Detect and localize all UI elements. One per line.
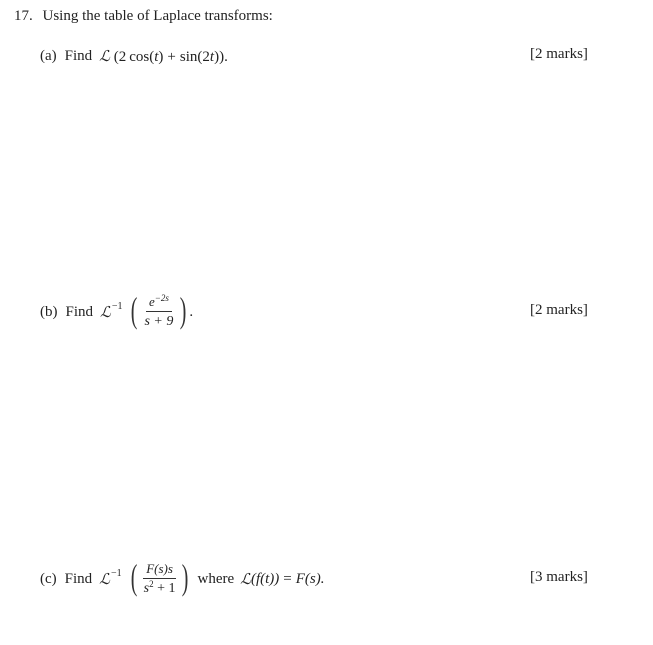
big-paren-open: (	[131, 290, 138, 330]
part-c-marks: [3 marks]	[530, 569, 588, 585]
laplace-operator: ℒ	[100, 303, 111, 321]
denominator-rest: + 1	[153, 580, 176, 596]
question-number: 17.	[14, 8, 33, 24]
inverse-superscript: −1	[111, 300, 123, 312]
paren: (2	[197, 48, 210, 65]
part-b-find: Find	[65, 303, 94, 320]
fraction	[141, 292, 176, 330]
condition-lhs: (f(t))	[250, 570, 280, 587]
fraction-denominator	[141, 579, 179, 596]
part-a-label: (a)	[40, 47, 57, 64]
laplace-operator: ℒ	[99, 570, 110, 588]
question-header	[14, 8, 273, 25]
exp-base: e	[148, 293, 155, 309]
inverse-superscript: −1	[110, 567, 122, 579]
part-a-expression	[99, 47, 228, 66]
big-paren-open: (	[130, 557, 137, 597]
part-b	[40, 288, 193, 336]
part-c-label: (c)	[40, 570, 57, 587]
paren-open: (	[113, 48, 119, 65]
condition-rhs: F(s).	[295, 570, 325, 587]
paren: )	[214, 48, 220, 65]
paren: (	[149, 48, 155, 65]
part-c-expression	[99, 557, 325, 597]
fraction-numerator: F(s)s	[143, 562, 176, 579]
variable-t: t	[209, 48, 215, 65]
laplace-operator: ℒ	[99, 46, 110, 65]
fraction-numerator	[146, 292, 172, 312]
question-title: Using the table of Laplace transforms:	[42, 8, 273, 24]
fraction	[141, 562, 179, 597]
big-paren-close: )	[182, 557, 189, 597]
equals-sign: =	[283, 570, 292, 587]
paren-close: ).	[219, 48, 228, 65]
part-c-find: Find	[64, 570, 93, 587]
sin-function: sin	[179, 48, 198, 65]
denominator-base: s	[143, 580, 150, 596]
part-a-find: Find	[64, 47, 93, 64]
part-b-label: (b)	[40, 303, 58, 320]
exponent: 2	[149, 578, 154, 589]
coefficient: 2	[118, 48, 127, 65]
part-b-expression	[100, 290, 194, 330]
part-c	[40, 555, 325, 603]
where-word: where	[197, 570, 235, 587]
exponent: −2s	[154, 292, 169, 303]
part-a-marks: [2 marks]	[530, 46, 588, 62]
period: .	[189, 303, 194, 320]
plus-sign: +	[167, 48, 176, 65]
big-paren-close: )	[180, 290, 187, 330]
paren: )	[158, 48, 164, 65]
fraction-denominator: s + 9	[144, 313, 174, 329]
part-a	[40, 45, 228, 67]
part-b-marks: [2 marks]	[530, 302, 588, 318]
variable-t: t	[154, 48, 159, 65]
laplace-operator: ℒ	[240, 570, 251, 588]
cos-function: cos	[129, 48, 150, 65]
